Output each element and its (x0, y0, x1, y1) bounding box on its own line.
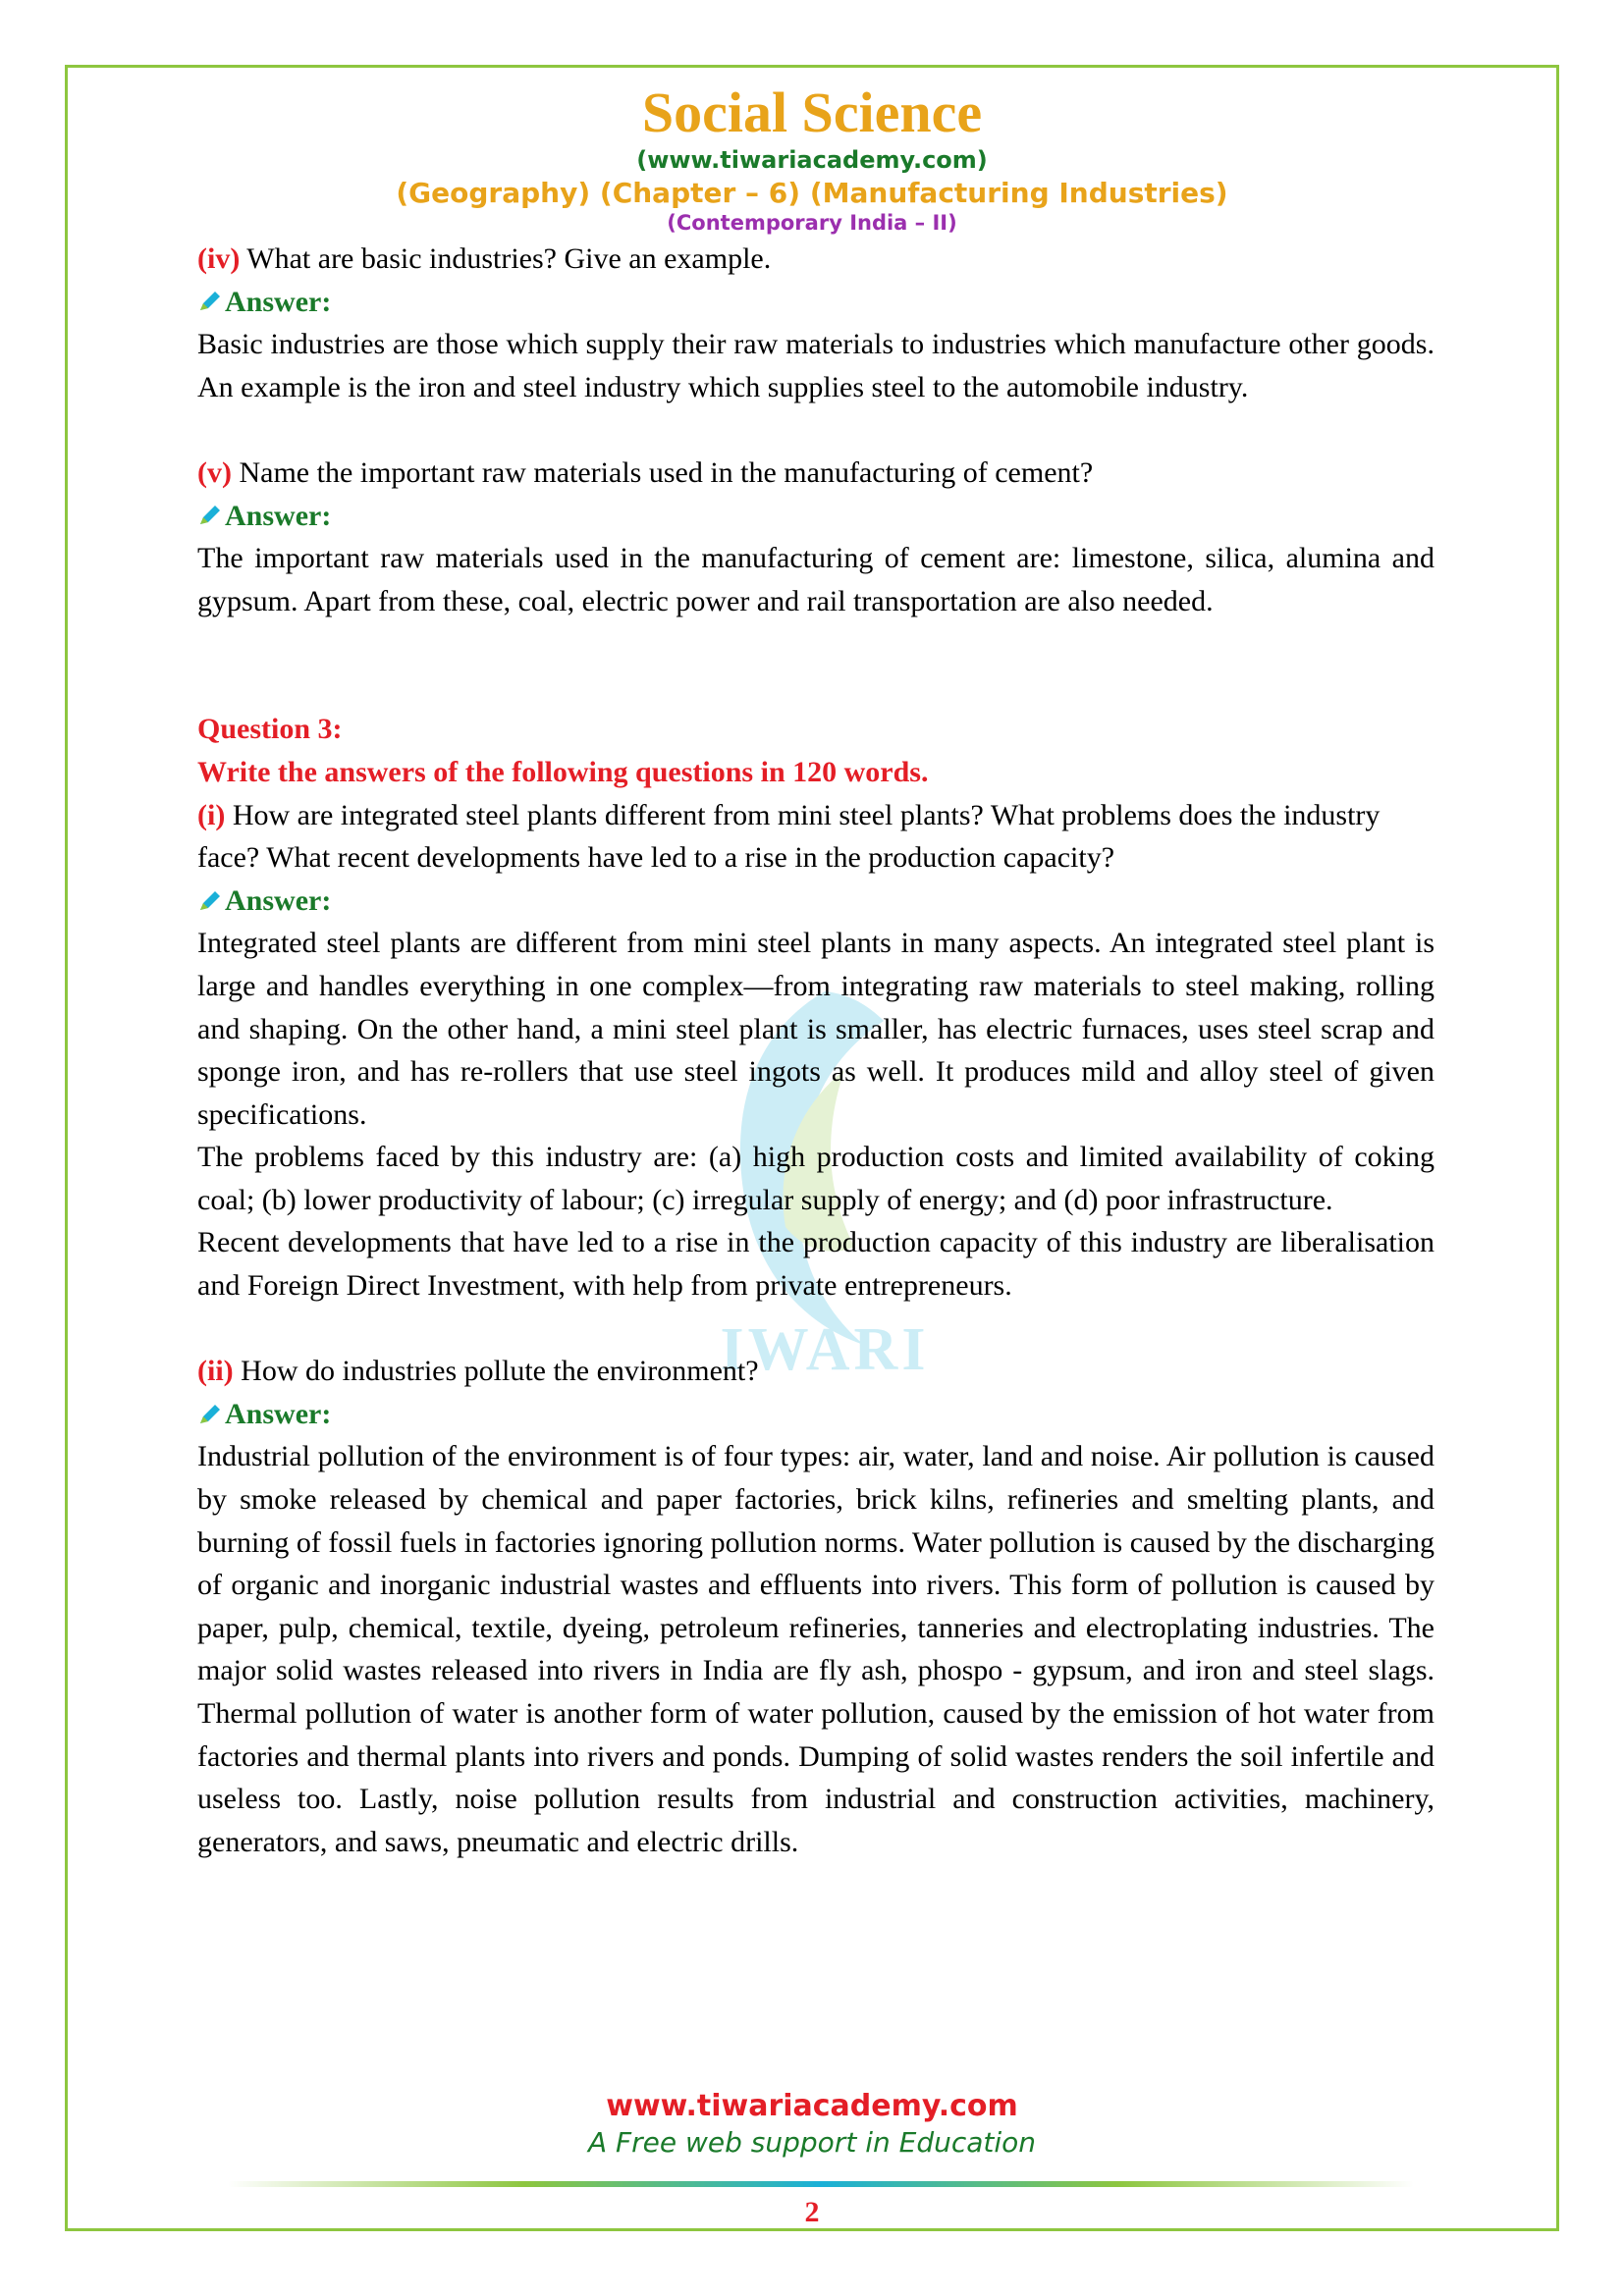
question-number: (v) (197, 455, 232, 489)
question-number: (ii) (197, 1355, 234, 1388)
answer-label: Answer: (225, 499, 332, 532)
answer-heading (197, 281, 1435, 324)
footer-divider (228, 2181, 1414, 2187)
question-3-instruction: Write the answers of the following questions in 120 words. (197, 755, 929, 788)
answer-text: The important raw materials used in the manufacturing of cement are: limestone, silica, alumina and gypsum. Apart from these, coal, electric power and rail transportation are also needed. (197, 542, 1435, 617)
answer-label: Answer: (225, 1397, 332, 1430)
footer-tagline: A Free web support in Education (587, 2126, 1037, 2159)
book-line: (Contemporary India – II) (667, 211, 957, 235)
answer-text: Industrial pollution of the environment is of four types: air, water, land and noise. Air pollution is caused by smoke released by chemical and paper factories, brick kilns, refineries and smelting plants, and burning of fossil fuels in factories ignoring pollution norms. Water pollution is caused by the discharging of organic and inorganic industrial wastes and effluents into rivers. This form of pollution is caused by paper, pulp, chemical, textile, dyeing, petroleum refineries, tanneries and electroplating industries. The major solid wastes released into rivers in India are fly ash, phospo - gypsum, and iron and steel slags. Thermal pollution of water is another form of water pollution, caused by the emission of hot water from factories and thermal plants into rivers and ponds. Dumping of solid wastes renders the soil infertile and useless too. Lastly, noise pollution results from industrial and construction activities, machinery, generators, and saws, pneumatic and electric drills. (197, 1440, 1435, 1858)
footer-site-link[interactable]: www.tiwariacademy.com (606, 2089, 1018, 2123)
answer-label: Answer: (225, 883, 332, 917)
pen-icon (197, 888, 223, 914)
pen-icon (197, 289, 223, 314)
watermark-text: IWARI (720, 1316, 930, 1383)
content-body (197, 238, 1435, 1863)
question-3-heading: Question 3: (197, 713, 343, 746)
question-2-v (197, 452, 1435, 495)
answer-heading (197, 495, 1435, 538)
answer-text: Integrated steel plants are different from mini steel plants in many aspects. An integrated steel plant is large and handles everything in one complex—from integrating raw materials to steel making, rolling and shaping. On the other hand, a mini steel plant is smaller, has electric furnaces, uses steel scrap and sponge iron, and has re-rollers that use steel ingots as well. It produces mild and alloy steel of given specifications. (197, 927, 1435, 1131)
answer-text: Basic industries are those which supply their raw materials to industries which manufacture other goods. An example is the iron and steel industry which supplies steel to the automobile industry. (197, 328, 1435, 403)
question-text: What are basic industries? Give an example. (240, 242, 772, 275)
question-number: (iv) (197, 242, 241, 275)
header-site: (www.tiwariacademy.com) (636, 146, 988, 174)
answer-heading (197, 1393, 1435, 1436)
answer-label: Answer: (225, 285, 332, 318)
page-number: 2 (804, 2196, 820, 2228)
question-number: (i) (197, 798, 226, 831)
page-title: Social Science (641, 80, 983, 144)
pen-icon (197, 503, 223, 528)
pen-icon (197, 1402, 223, 1427)
question-text: Name the important raw materials used in the manufacturing of cement? (231, 455, 1094, 489)
question-3-i (197, 794, 1435, 880)
question-text: How are integrated steel plants different from mini steel plants? What problems does the industry face? What recent developments have led to a rise in the production capacity? (197, 798, 1380, 875)
answer-heading (197, 880, 1435, 923)
question-text: How do industries pollute the environment? (233, 1355, 759, 1388)
answer-text: Recent developments that have led to a rise in the production capacity of this industry are liberalisation and Foreign Direct Investment, with help from private entrepreneurs. (197, 1226, 1435, 1303)
answer-text: The problems faced by this industry are: (a) high production costs and limited availability of coking coal; (b) lower productivity of labour; (c) irregular supply of energy; and (d) poor infrastructure. (197, 1141, 1435, 1216)
question-2-iv (197, 238, 1435, 281)
chapter-line: (Geography) (Chapter – 6) (Manufacturing Industries) (396, 177, 1228, 209)
question-3-ii (197, 1350, 1435, 1393)
